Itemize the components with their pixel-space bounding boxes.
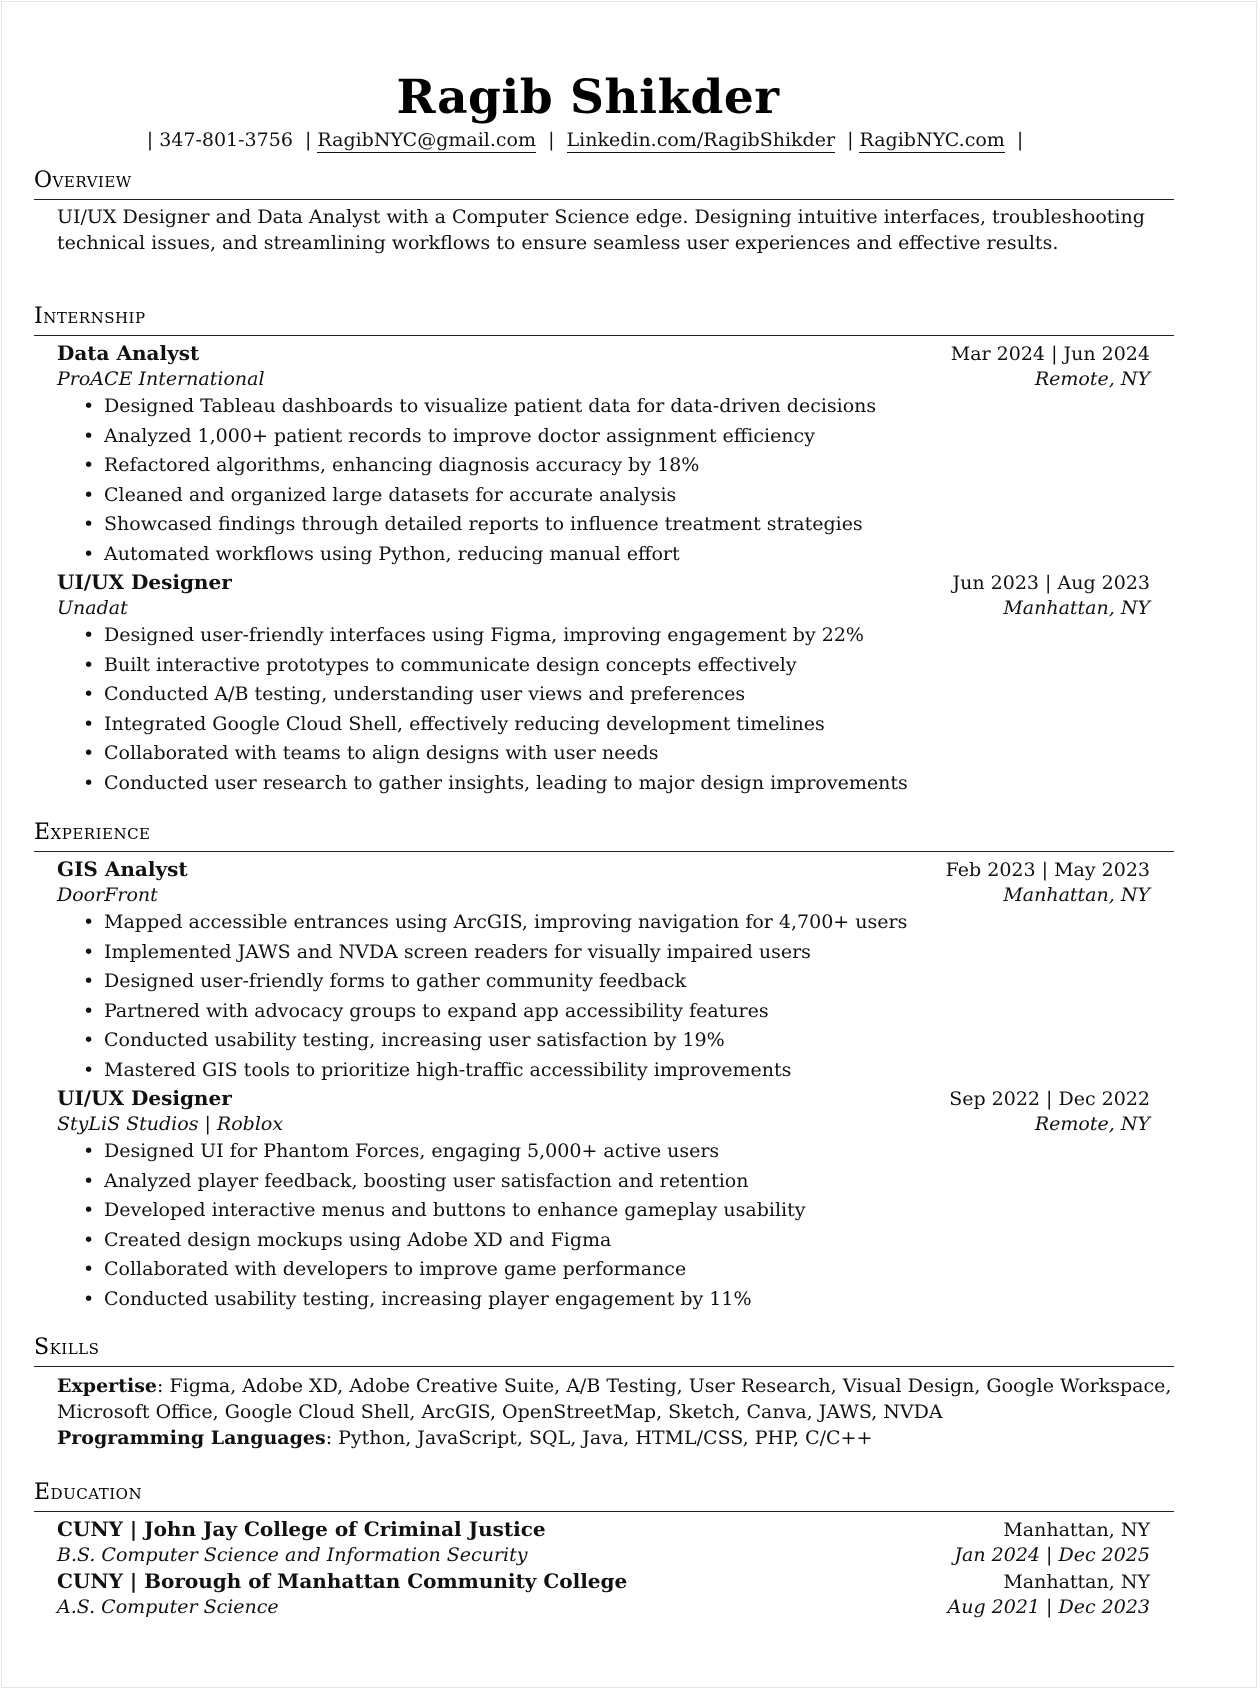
bullet-item: • Designed user-friendly interfaces using Figma, improving engagement by 22% xyxy=(83,621,1150,651)
experience-entries xyxy=(34,856,1174,1314)
education-dates: Aug 2021 | Dec 2023 xyxy=(947,1596,1150,1618)
bullet-item: • Collaborated with developers to improve game performance xyxy=(83,1255,1150,1285)
section-title: Internship xyxy=(34,303,1174,336)
company-name: Unadat xyxy=(57,597,128,619)
company-name: StyLiS Studios | Roblox xyxy=(57,1113,284,1135)
languages-line: Programming Languages: Python, JavaScript, SQL, Java, HTML/CSS, PHP, C/C++ xyxy=(57,1427,873,1449)
section-title: Education xyxy=(34,1479,1174,1512)
education-subheader-row xyxy=(57,1543,1150,1568)
job-header-row xyxy=(57,1085,1150,1112)
job-entry xyxy=(34,340,1174,569)
skills-section xyxy=(34,1334,1174,1451)
job-title: UI/UX Designer xyxy=(57,570,232,594)
separator: | xyxy=(847,129,854,151)
company-name: DoorFront xyxy=(57,884,158,906)
phone-number: 347-801-3756 xyxy=(159,129,293,151)
linkedin-link[interactable]: Linkedin.com/RagibShikder xyxy=(566,129,836,151)
job-location: Remote, NY xyxy=(1034,1113,1150,1135)
job-title: UI/UX Designer xyxy=(57,1086,232,1110)
experience-section xyxy=(34,819,1174,1314)
bullet-item: • Mapped accessible entrances using ArcGIS, improving navigation for 4,700+ users xyxy=(83,908,1150,938)
job-subheader-row xyxy=(57,367,1150,392)
section-title: Overview xyxy=(34,167,1174,200)
bullet-item: • Partnered with advocacy groups to expand app accessibility features xyxy=(83,997,1150,1027)
overview-text: UI/UX Designer and Data Analyst with a Computer Science edge. Designing intuitive interfaces, troubleshooting technical issues, and streamlining workflows to ensure seamless user experiences and effective results. xyxy=(57,206,1145,254)
education-entry xyxy=(34,1516,1174,1568)
bullet-list xyxy=(57,1137,1150,1314)
separator: | xyxy=(146,129,154,151)
separator: | xyxy=(1016,129,1024,151)
expertise-list: Figma, Adobe XD, Adobe Creative Suite, A/B Testing, User Research, Visual Design, Google Workspace, Microsoft Office, Google Cloud Shell, ArcGIS, OpenStreetMap, Sketch, Canva, JAWS, NVDA xyxy=(57,1375,1172,1423)
bullet-item: • Refactored algorithms, enhancing diagnosis accuracy by 18% xyxy=(83,451,1150,481)
bullet-item: • Showcased findings through detailed reports to influence treatment strategies xyxy=(83,510,1150,540)
languages-label: Programming Languages xyxy=(57,1427,326,1449)
expertise-label: Expertise xyxy=(57,1375,157,1397)
candidate-name: Ragib Shikder xyxy=(396,70,780,125)
bullet-item: • Analyzed player feedback, boosting user satisfaction and retention xyxy=(83,1167,1150,1197)
bullet-item: • Conducted user research to gather insights, leading to major design improvements xyxy=(83,769,1150,799)
school-name: CUNY | John Jay College of Criminal Justice xyxy=(57,1517,546,1541)
separator: | xyxy=(304,129,312,151)
bullet-item: • Conducted usability testing, increasing user satisfaction by 19% xyxy=(83,1026,1150,1056)
skills-body xyxy=(34,1373,1174,1451)
bullet-item: • Created design mockups using Adobe XD and Figma xyxy=(83,1226,1150,1256)
bullet-item: • Designed Tableau dashboards to visualize patient data for data-driven decisions xyxy=(83,392,1150,422)
job-location: Remote, NY xyxy=(1034,368,1150,390)
job-header-row xyxy=(57,569,1150,596)
bullet-item: • Collaborated with teams to align designs with user needs xyxy=(83,739,1150,769)
bullet-list xyxy=(57,908,1150,1085)
bullet-item: • Cleaned and organized large datasets for accurate analysis xyxy=(83,481,1150,511)
separator: | xyxy=(548,129,555,151)
education-subheader-row xyxy=(57,1595,1150,1620)
degree-name: B.S. Computer Science and Information Security xyxy=(57,1544,528,1566)
bullet-item: • Built interactive prototypes to communicate design concepts effectively xyxy=(83,651,1150,681)
contact-line xyxy=(2,129,1174,151)
internship-entries xyxy=(34,340,1174,798)
job-header-row xyxy=(57,340,1150,367)
expertise-line: Expertise: Figma, Adobe XD, Adobe Creative Suite, A/B Testing, User Research, Visual Design, Google Workspace, Microsoft Office, Google Cloud Shell, ArcGIS, OpenStreetMap, Sketch, Canva, JAWS, NVDA xyxy=(57,1375,1172,1423)
education-section xyxy=(34,1479,1174,1620)
education-entry xyxy=(34,1568,1174,1620)
job-entry xyxy=(34,569,1174,798)
job-subheader-row xyxy=(57,596,1150,621)
resume-page xyxy=(1,1,1257,1688)
job-subheader-row xyxy=(57,883,1150,908)
bullet-item: • Integrated Google Cloud Shell, effectively reducing development timelines xyxy=(83,710,1150,740)
bullet-item: • Automated workflows using Python, reducing manual effort xyxy=(83,540,1150,570)
bullet-item: • Implemented JAWS and NVDA screen readers for visually impaired users xyxy=(83,938,1150,968)
bullet-item: • Designed user-friendly forms to gather community feedback xyxy=(83,967,1150,997)
email-link[interactable]: RagibNYC@gmail.com xyxy=(317,129,537,151)
section-title: Skills xyxy=(34,1334,1174,1367)
school-location: Manhattan, NY xyxy=(1003,1571,1150,1593)
job-location: Manhattan, NY xyxy=(1003,884,1150,906)
company-name: ProACE International xyxy=(57,368,265,390)
bullet-item: • Analyzed 1,000+ patient records to improve doctor assignment efficiency xyxy=(83,422,1150,452)
bullet-item: • Conducted usability testing, increasing player engagement by 11% xyxy=(83,1285,1150,1315)
job-entry xyxy=(34,856,1174,1085)
job-location: Manhattan, NY xyxy=(1003,597,1150,619)
degree-name: A.S. Computer Science xyxy=(57,1596,279,1618)
job-dates: Mar 2024 | Jun 2024 xyxy=(950,343,1150,365)
bullet-list xyxy=(57,621,1150,798)
school-location: Manhattan, NY xyxy=(1003,1519,1150,1541)
languages-list: Python, JavaScript, SQL, Java, HTML/CSS, PHP, C/C++ xyxy=(338,1427,873,1449)
bullet-item: • Developed interactive menus and buttons to enhance gameplay usability xyxy=(83,1196,1150,1226)
job-title: Data Analyst xyxy=(57,341,200,365)
website-link[interactable]: RagibNYC.com xyxy=(859,129,1005,151)
bullet-item: • Mastered GIS tools to prioritize high-traffic accessibility improvements xyxy=(83,1056,1150,1086)
job-dates: Sep 2022 | Dec 2022 xyxy=(949,1088,1150,1110)
job-entry xyxy=(34,1085,1174,1314)
job-dates: Jun 2023 | Aug 2023 xyxy=(952,572,1150,594)
overview-section xyxy=(34,167,1174,256)
job-subheader-row xyxy=(57,1112,1150,1137)
job-title: GIS Analyst xyxy=(57,857,188,881)
section-title: Experience xyxy=(34,819,1174,852)
education-header-row xyxy=(57,1516,1150,1543)
school-name: CUNY | Borough of Manhattan Community College xyxy=(57,1569,628,1593)
education-dates: Jan 2024 | Dec 2025 xyxy=(954,1544,1150,1566)
education-entries xyxy=(34,1516,1174,1620)
bullet-list xyxy=(57,392,1150,569)
job-header-row xyxy=(57,856,1150,883)
bullet-item: • Conducted A/B testing, understanding user views and preferences xyxy=(83,680,1150,710)
education-header-row xyxy=(57,1568,1150,1595)
internship-section xyxy=(34,303,1174,798)
job-dates: Feb 2023 | May 2023 xyxy=(945,859,1150,881)
bullet-item: • Designed UI for Phantom Forces, engaging 5,000+ active users xyxy=(83,1137,1150,1167)
